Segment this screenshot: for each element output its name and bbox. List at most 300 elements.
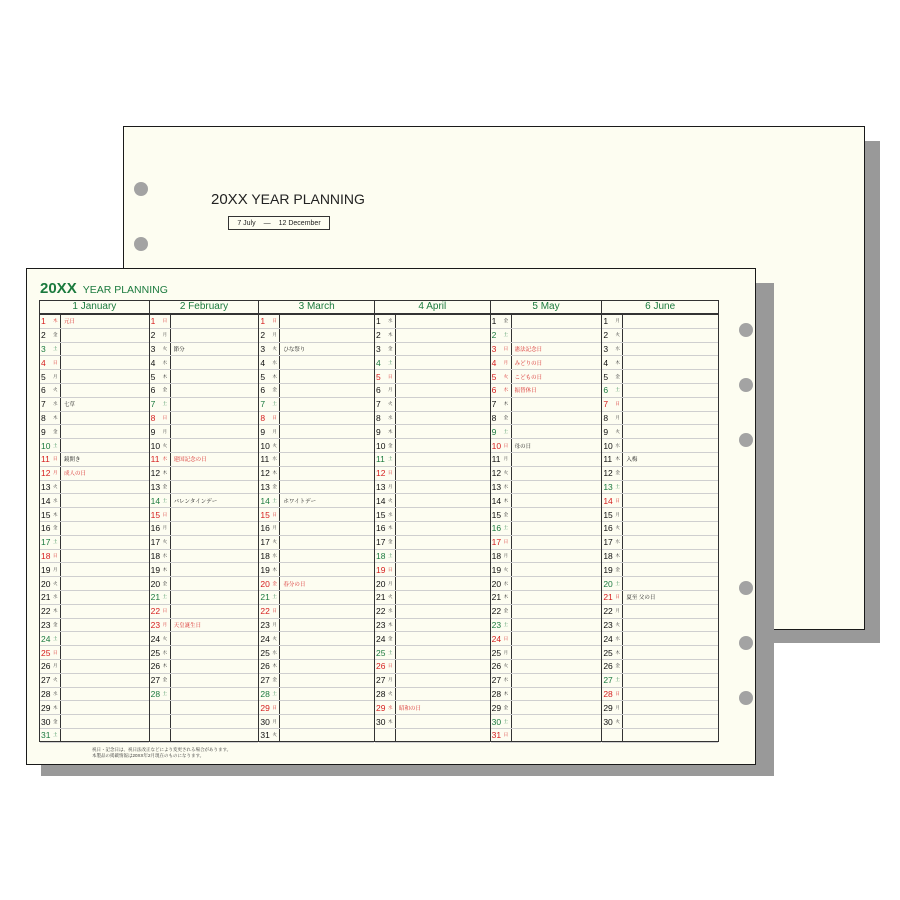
weekday: 火 <box>388 398 396 411</box>
day-number: 23 <box>491 619 502 630</box>
day-row[interactable] <box>491 729 602 743</box>
day-row[interactable] <box>40 619 149 633</box>
day-row[interactable] <box>150 660 259 674</box>
day-row[interactable] <box>259 563 374 577</box>
day-row[interactable] <box>375 632 490 646</box>
day-event: 成人の日 <box>64 471 87 478</box>
day-number: 29 <box>260 702 270 713</box>
day-row[interactable] <box>259 315 374 329</box>
day-row[interactable] <box>602 425 718 439</box>
day-row[interactable] <box>602 605 718 619</box>
day-row[interactable] <box>375 481 490 495</box>
day-number: 2 <box>41 330 46 341</box>
day-row[interactable] <box>375 591 490 605</box>
day-row[interactable] <box>150 329 259 343</box>
day-number: 3 <box>41 343 46 354</box>
day-row[interactable] <box>602 508 718 522</box>
day-row[interactable] <box>40 632 149 646</box>
day-row[interactable] <box>40 343 149 357</box>
day-event: ひな祭り <box>283 346 306 353</box>
day-row[interactable] <box>602 674 718 688</box>
day-number: 14 <box>41 495 51 506</box>
day-row[interactable] <box>150 343 259 357</box>
day-row[interactable] <box>40 646 149 660</box>
day-row[interactable] <box>602 701 718 715</box>
day-number: 6 <box>41 385 46 396</box>
day-number: 10 <box>603 440 613 451</box>
day-row[interactable] <box>150 701 259 715</box>
weekday: 金 <box>272 577 280 590</box>
day-row[interactable] <box>40 605 149 619</box>
day-row[interactable] <box>259 398 374 412</box>
day-row[interactable] <box>150 384 259 398</box>
day-number: 12 <box>150 468 161 479</box>
day-number: 4 <box>41 357 46 368</box>
weekday: 水 <box>388 605 396 618</box>
day-row[interactable] <box>375 660 490 674</box>
weekday: 火 <box>615 329 623 342</box>
day-row[interactable] <box>602 356 718 370</box>
day-number: 9 <box>260 426 266 437</box>
day-row[interactable] <box>491 494 602 508</box>
day-row[interactable] <box>40 715 149 729</box>
day-row[interactable] <box>40 412 149 426</box>
day-row[interactable] <box>40 701 149 715</box>
day-number: 2 <box>491 330 497 341</box>
day-number: 11 <box>260 454 270 465</box>
day-number: 11 <box>491 454 501 465</box>
weekday: 土 <box>163 688 171 701</box>
day-row[interactable] <box>491 563 602 577</box>
day-row[interactable] <box>602 550 718 564</box>
weekday: 日 <box>615 591 623 604</box>
day-row[interactable] <box>40 315 149 329</box>
day-row[interactable] <box>375 439 490 453</box>
day-row[interactable] <box>491 536 602 550</box>
day-row[interactable] <box>259 619 374 633</box>
day-row[interactable] <box>259 453 374 467</box>
day-row[interactable] <box>150 536 259 550</box>
day-number: 23 <box>376 619 386 630</box>
day-row[interactable] <box>259 370 374 384</box>
weekday: 日 <box>504 729 512 742</box>
day-row[interactable] <box>375 343 490 357</box>
weekday: 水 <box>504 384 512 397</box>
day-number: 9 <box>376 426 381 437</box>
day-row[interactable] <box>602 343 718 357</box>
day-row[interactable] <box>491 632 602 646</box>
day-row[interactable] <box>150 467 259 481</box>
weekday: 水 <box>272 550 280 563</box>
back-title-text: YEAR PLANNING <box>251 191 365 207</box>
day-row[interactable] <box>491 356 602 370</box>
day-row[interactable] <box>150 729 259 743</box>
day-row[interactable] <box>491 591 602 605</box>
day-number: 16 <box>260 523 270 534</box>
day-number: 7 <box>603 399 609 410</box>
day-row[interactable] <box>40 356 149 370</box>
day-row[interactable] <box>259 591 374 605</box>
day-row[interactable] <box>602 370 718 384</box>
weekday: 日 <box>388 660 396 673</box>
day-number: 14 <box>260 495 270 506</box>
day-rows <box>40 315 149 743</box>
punch-hole <box>739 691 753 705</box>
day-number: 14 <box>376 495 386 506</box>
day-number: 25 <box>150 647 161 658</box>
day-number: 21 <box>41 592 51 603</box>
day-row[interactable] <box>259 329 374 343</box>
day-row[interactable] <box>375 577 490 591</box>
day-row[interactable] <box>375 701 490 715</box>
day-number: 11 <box>150 454 160 465</box>
day-row[interactable] <box>602 439 718 453</box>
day-row[interactable] <box>602 729 718 743</box>
day-row[interactable] <box>259 660 374 674</box>
day-row[interactable] <box>602 688 718 702</box>
day-row[interactable] <box>602 660 718 674</box>
day-row[interactable] <box>150 412 259 426</box>
day-row[interactable] <box>40 536 149 550</box>
range-separator: — <box>263 219 271 227</box>
day-row[interactable] <box>259 715 374 729</box>
day-row[interactable] <box>491 412 602 426</box>
day-number: 19 <box>41 564 51 575</box>
day-number: 13 <box>41 481 51 492</box>
day-row[interactable] <box>150 632 259 646</box>
day-row[interactable] <box>150 370 259 384</box>
day-row[interactable] <box>602 577 718 591</box>
weekday: 金 <box>504 315 512 328</box>
day-row[interactable] <box>602 494 718 508</box>
weekday: 土 <box>163 494 171 507</box>
day-number: 27 <box>376 675 386 686</box>
month-header: 2 February <box>150 301 259 314</box>
weekday: 木 <box>388 619 396 632</box>
day-row[interactable] <box>259 729 374 743</box>
day-number: 27 <box>150 675 161 686</box>
weekday: 水 <box>163 646 171 659</box>
day-row[interactable] <box>40 660 149 674</box>
day-row[interactable] <box>150 646 259 660</box>
day-row[interactable] <box>40 384 149 398</box>
day-row[interactable] <box>491 343 602 357</box>
weekday: 木 <box>388 425 396 438</box>
day-number: 25 <box>41 647 51 658</box>
weekday: 水 <box>163 356 171 369</box>
day-row[interactable] <box>602 329 718 343</box>
day-row[interactable] <box>259 605 374 619</box>
day-row[interactable] <box>375 605 490 619</box>
day-row[interactable] <box>375 550 490 564</box>
day-row[interactable] <box>491 508 602 522</box>
day-row[interactable] <box>40 577 149 591</box>
day-row[interactable] <box>491 550 602 564</box>
weekday: 土 <box>388 356 396 369</box>
day-row[interactable] <box>375 563 490 577</box>
day-row[interactable] <box>602 398 718 412</box>
day-row[interactable] <box>491 688 602 702</box>
day-row[interactable] <box>491 329 602 343</box>
day-row[interactable] <box>150 508 259 522</box>
day-number: 14 <box>150 495 161 506</box>
day-row[interactable] <box>375 522 490 536</box>
day-event: 母の日 <box>514 443 532 450</box>
weekday: 木 <box>388 522 396 535</box>
day-number: 25 <box>491 647 502 658</box>
day-number: 26 <box>603 661 613 672</box>
day-row[interactable] <box>491 701 602 715</box>
day-number: 18 <box>41 550 51 561</box>
day-row[interactable] <box>375 729 490 743</box>
day-row[interactable] <box>259 481 374 495</box>
day-row[interactable] <box>375 398 490 412</box>
day-number: 11 <box>41 454 50 465</box>
day-row[interactable] <box>375 715 490 729</box>
day-row[interactable] <box>602 536 718 550</box>
day-event: 憲法記念日 <box>514 346 543 353</box>
weekday: 日 <box>53 453 61 466</box>
day-row[interactable] <box>375 329 490 343</box>
day-row[interactable] <box>259 536 374 550</box>
day-number: 20 <box>376 578 386 589</box>
day-row[interactable] <box>40 439 149 453</box>
day-row[interactable] <box>150 522 259 536</box>
day-row[interactable] <box>375 508 490 522</box>
day-row[interactable] <box>40 481 149 495</box>
day-number: 24 <box>260 633 270 644</box>
weekday: 月 <box>163 329 171 342</box>
day-number: 2 <box>376 330 381 341</box>
day-row[interactable] <box>150 453 259 467</box>
weekday: 土 <box>504 522 512 535</box>
day-number: 30 <box>603 716 613 727</box>
day-row[interactable] <box>491 315 602 329</box>
day-row[interactable] <box>491 425 602 439</box>
day-number: 9 <box>603 426 609 437</box>
day-number: 13 <box>491 481 502 492</box>
day-row[interactable] <box>150 715 259 729</box>
day-row[interactable] <box>602 646 718 660</box>
day-row[interactable] <box>375 412 490 426</box>
day-row[interactable] <box>40 467 149 481</box>
day-row[interactable] <box>375 674 490 688</box>
day-row[interactable] <box>40 494 149 508</box>
day-row[interactable] <box>491 453 602 467</box>
day-row[interactable] <box>259 356 374 370</box>
day-row[interactable] <box>491 619 602 633</box>
weekday: 月 <box>163 619 171 632</box>
weekday: 月 <box>504 453 512 466</box>
day-row[interactable] <box>40 425 149 439</box>
day-row[interactable] <box>375 646 490 660</box>
day-number: 20 <box>260 578 270 589</box>
day-row[interactable] <box>602 591 718 605</box>
day-number: 19 <box>491 564 502 575</box>
day-row[interactable] <box>40 688 149 702</box>
day-number: 14 <box>603 495 613 506</box>
weekday: 日 <box>163 315 171 328</box>
weekday: 水 <box>504 674 512 687</box>
weekday: 土 <box>272 591 280 604</box>
day-row[interactable] <box>602 315 718 329</box>
weekday: 日 <box>163 508 171 521</box>
weekday: 木 <box>504 688 512 701</box>
day-row[interactable] <box>259 632 374 646</box>
day-number: 5 <box>41 371 46 382</box>
weekday: 金 <box>615 563 623 576</box>
day-row[interactable] <box>150 398 259 412</box>
weekday: 金 <box>163 674 171 687</box>
day-row[interactable] <box>40 591 149 605</box>
weekday: 日 <box>272 412 280 425</box>
date-range-box <box>228 216 330 230</box>
day-number: 6 <box>603 385 609 396</box>
day-row[interactable] <box>40 522 149 536</box>
day-row[interactable] <box>375 494 490 508</box>
day-row[interactable] <box>375 315 490 329</box>
day-number: 28 <box>491 688 502 699</box>
weekday: 月 <box>53 660 61 673</box>
day-row[interactable] <box>491 674 602 688</box>
day-row[interactable] <box>259 494 374 508</box>
day-row[interactable] <box>150 550 259 564</box>
day-row[interactable] <box>375 453 490 467</box>
day-row[interactable] <box>375 425 490 439</box>
day-row[interactable] <box>40 508 149 522</box>
day-row[interactable] <box>40 729 149 743</box>
day-row[interactable] <box>602 453 718 467</box>
day-row[interactable] <box>150 674 259 688</box>
weekday: 木 <box>163 660 171 673</box>
day-number: 21 <box>260 592 270 603</box>
weekday <box>163 715 171 728</box>
day-row[interactable] <box>150 605 259 619</box>
day-row[interactable] <box>602 467 718 481</box>
day-row[interactable] <box>40 550 149 564</box>
day-row[interactable] <box>491 660 602 674</box>
day-row[interactable] <box>259 384 374 398</box>
day-row[interactable] <box>491 439 602 453</box>
day-row[interactable] <box>150 481 259 495</box>
day-row[interactable] <box>40 370 149 384</box>
day-number: 17 <box>260 537 270 548</box>
weekday: 土 <box>272 398 280 411</box>
day-row[interactable] <box>602 481 718 495</box>
day-row[interactable] <box>491 370 602 384</box>
day-row[interactable] <box>259 577 374 591</box>
day-row[interactable] <box>602 522 718 536</box>
day-row[interactable] <box>491 605 602 619</box>
day-number: 24 <box>491 633 502 644</box>
day-number: 10 <box>376 440 386 451</box>
day-number: 21 <box>150 592 161 603</box>
day-row[interactable] <box>150 356 259 370</box>
day-row[interactable] <box>259 508 374 522</box>
day-row[interactable] <box>491 481 602 495</box>
weekday: 木 <box>53 315 61 328</box>
day-row[interactable] <box>491 398 602 412</box>
day-number: 5 <box>260 371 266 382</box>
day-number: 20 <box>41 578 51 589</box>
day-row[interactable] <box>602 715 718 729</box>
day-row[interactable] <box>259 701 374 715</box>
day-number: 4 <box>376 357 381 368</box>
day-number: 8 <box>41 412 46 423</box>
day-row[interactable] <box>150 494 259 508</box>
day-row[interactable] <box>491 715 602 729</box>
day-number: 22 <box>603 606 613 617</box>
day-row[interactable] <box>40 674 149 688</box>
day-row[interactable] <box>40 329 149 343</box>
day-number: 10 <box>150 440 161 451</box>
day-row[interactable] <box>259 688 374 702</box>
weekday: 木 <box>615 646 623 659</box>
day-row[interactable] <box>491 646 602 660</box>
day-row[interactable] <box>491 467 602 481</box>
day-row[interactable] <box>259 646 374 660</box>
day-number: 31 <box>260 730 270 741</box>
day-row[interactable] <box>259 522 374 536</box>
day-row[interactable] <box>150 591 259 605</box>
day-row[interactable] <box>150 315 259 329</box>
weekday: 土 <box>53 343 61 356</box>
day-row[interactable] <box>150 563 259 577</box>
day-row[interactable] <box>375 467 490 481</box>
day-row[interactable] <box>491 577 602 591</box>
day-row[interactable] <box>259 439 374 453</box>
day-row[interactable] <box>602 632 718 646</box>
day-number: 22 <box>150 606 161 617</box>
front-title-text: YEAR PLANNING <box>82 284 168 296</box>
weekday: 月 <box>504 356 512 369</box>
weekday: 木 <box>53 508 61 521</box>
day-row[interactable] <box>602 619 718 633</box>
weekday: 月 <box>388 674 396 687</box>
day-row[interactable] <box>259 425 374 439</box>
day-row[interactable] <box>491 522 602 536</box>
day-row[interactable] <box>375 356 490 370</box>
day-row[interactable] <box>150 439 259 453</box>
day-row[interactable] <box>602 384 718 398</box>
day-row[interactable] <box>150 619 259 633</box>
day-row[interactable] <box>602 412 718 426</box>
day-row[interactable] <box>491 384 602 398</box>
month-column <box>150 301 260 741</box>
day-row[interactable] <box>375 619 490 633</box>
day-row[interactable] <box>602 563 718 577</box>
day-row[interactable] <box>40 453 149 467</box>
day-row[interactable] <box>375 536 490 550</box>
day-row[interactable] <box>259 343 374 357</box>
day-row[interactable] <box>259 550 374 564</box>
day-row[interactable] <box>259 467 374 481</box>
day-row[interactable] <box>375 370 490 384</box>
day-row[interactable] <box>259 674 374 688</box>
day-row[interactable] <box>375 688 490 702</box>
day-row[interactable] <box>150 688 259 702</box>
day-rows <box>491 315 602 743</box>
day-row[interactable] <box>375 384 490 398</box>
weekday: 火 <box>615 522 623 535</box>
day-row[interactable] <box>40 563 149 577</box>
day-row[interactable] <box>150 577 259 591</box>
day-row[interactable] <box>150 425 259 439</box>
day-row[interactable] <box>40 398 149 412</box>
day-number: 1 <box>260 316 266 327</box>
day-row[interactable] <box>259 412 374 426</box>
weekday: 月 <box>615 315 623 328</box>
